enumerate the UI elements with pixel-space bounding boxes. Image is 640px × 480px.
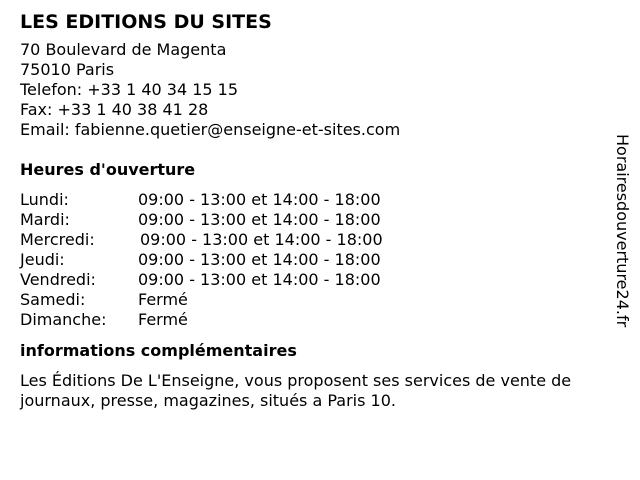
time-value: 09:00 - 13:00 et 14:00 - 18:00 <box>138 210 381 229</box>
day-label: Lundi: <box>20 190 69 209</box>
hours-row-lundi <box>20 190 610 210</box>
street-address: 70 Boulevard de Magenta <box>20 40 227 59</box>
site-watermark: Horairesdouverture24.fr <box>613 134 632 328</box>
time-value: Fermé <box>138 310 188 329</box>
opening-hours-table <box>20 190 610 330</box>
business-name: LES EDITIONS DU SITES <box>20 11 272 33</box>
hours-row-vendredi <box>20 270 610 290</box>
time-value: 09:00 - 13:00 et 14:00 - 18:00 <box>138 250 381 269</box>
time-value: 09:00 - 13:00 et 14:00 - 18:00 <box>138 270 381 289</box>
day-label: Jeudi: <box>20 250 65 269</box>
email-address: Email: fabienne.quetier@enseigne-et-sites.com <box>20 120 401 139</box>
day-label: Mercredi: <box>20 230 95 249</box>
business-card <box>20 10 610 411</box>
telefon-number: Telefon: +33 1 40 34 15 15 <box>20 80 239 99</box>
fax-number: Fax: +33 1 40 38 41 28 <box>20 100 209 119</box>
day-label: Dimanche: <box>20 310 107 329</box>
hours-row-jeudi <box>20 250 610 270</box>
postal-city: 75010 Paris <box>20 60 115 79</box>
contact-block <box>20 40 610 140</box>
day-label: Vendredi: <box>20 270 96 289</box>
info-heading: informations complémentaires <box>20 341 297 360</box>
hours-row-mardi <box>20 210 610 230</box>
time-value: 09:00 - 13:00 et 14:00 - 18:00 <box>140 230 383 249</box>
time-value: 09:00 - 13:00 et 14:00 - 18:00 <box>138 190 381 209</box>
day-label: Mardi: <box>20 210 70 229</box>
time-value: Fermé <box>138 290 188 309</box>
hours-row-dimanche <box>20 310 610 330</box>
day-label: Samedi: <box>20 290 86 309</box>
business-description: Les Éditions De L'Enseigne, vous proposent ses services de vente de journaux, presse, magazines, situés a Paris 10. <box>20 371 572 410</box>
hours-row-samedi <box>20 290 610 310</box>
hours-heading: Heures d'ouverture <box>20 160 196 179</box>
hours-row-mercredi <box>20 230 610 250</box>
